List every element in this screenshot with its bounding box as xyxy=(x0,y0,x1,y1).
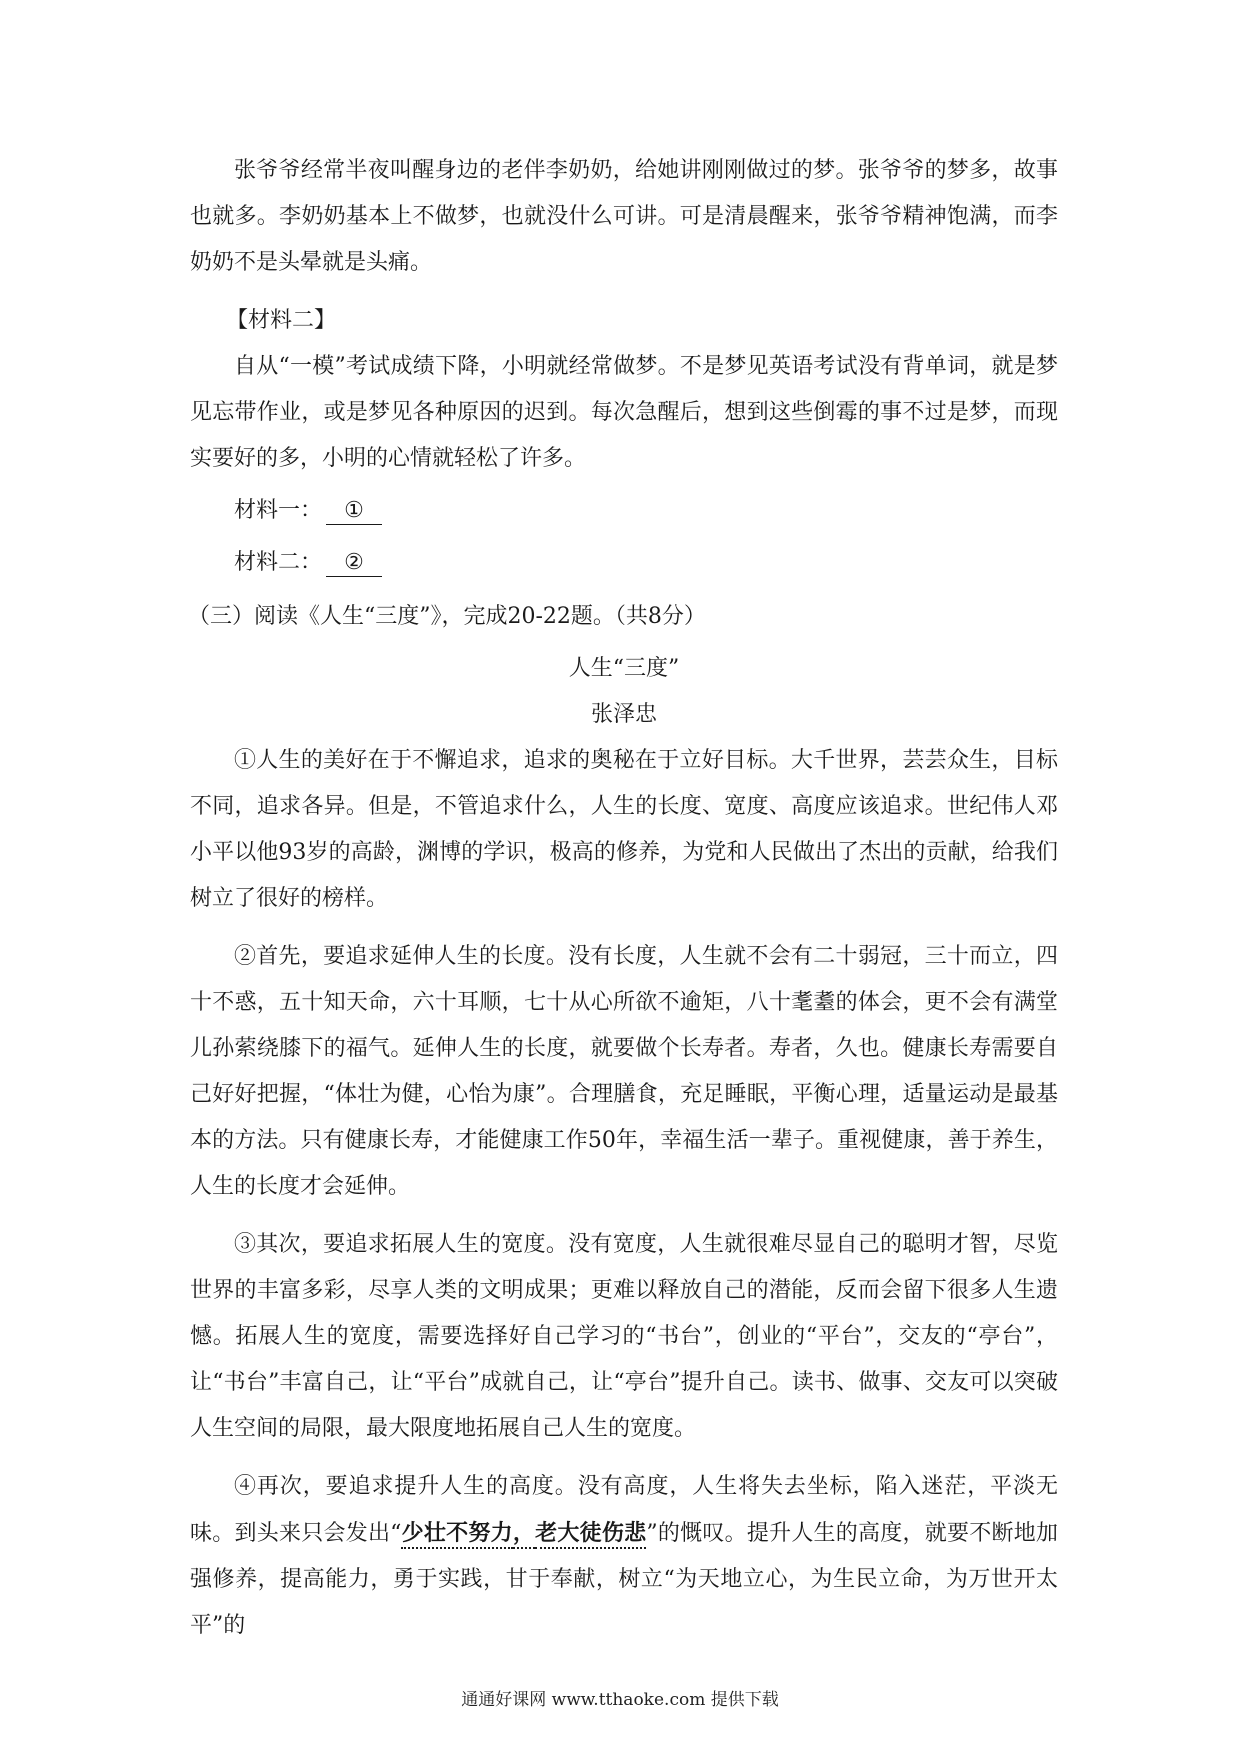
article-paragraph-1: ①人生的美好在于不懈追求，追求的奥秘在于立好目标。大千世界，芸芸众生，目标不同，追求各异。但是，不管追求什么，人生的长度、宽度、高度应该追求。世纪伟人邓小平以他93岁的高龄，渊博的学识，极高的修养，为党和人民做出了杰出的贡献，给我们树立了很好的榜样。 xyxy=(190,748,1058,911)
page-footer: 通通好课网 www.tthaoke.com 提供下载 xyxy=(461,1690,779,1710)
material2-heading: 【材料二】 xyxy=(226,308,337,333)
article-paragraph-3: ③其次，要追求拓展人生的宽度。没有宽度，人生就很难尽显自己的聪明才智，尽览世界的丰富多彩，尽享人类的文明成果；更难以释放自己的潜能，反而会留下很多人生遗憾。拓展人生的宽度，需要选择好自己学习的“书台”，创业的“平台”，交友的“亭台”，让“书台”丰富自己，让“平台”成就自己，让“亭台”提升自己。读书、做事、交友可以突破人生空间的局限，最大限度地拓展自己人生的宽度。 xyxy=(190,1232,1058,1441)
answer-line-1 xyxy=(190,488,1058,534)
material1-paragraph: 张爷爷经常半夜叫醒身边的老伴李奶奶，给她讲刚刚做过的梦。张爷爷的梦多，故事也就多。李奶奶基本上不做梦，也就没什么可讲。可是清晨醒来，张爷爷精神饱满，而李奶奶不是头晕就是头痛。 xyxy=(190,158,1058,275)
section-instruction: （三）阅读《人生“三度”》，完成20-22题。（共8分） xyxy=(188,604,706,629)
answer-label-2: 材料二： xyxy=(234,550,323,575)
emphasized-phrase-1: 少壮不努力 xyxy=(401,1520,512,1549)
article-author: 张泽忠 xyxy=(590,702,657,727)
article-title: 人生“三度” xyxy=(568,656,680,681)
material2-paragraph: 自从“一模”考试成绩下降，小明就经常做梦。不是梦见英语考试没有背单词，就是梦见忘带作业，或是梦见各种原因的迟到。每次急醒后，想到这些倒霉的事不过是梦，而现实要好的多，小明的心情就轻松了许多。 xyxy=(190,354,1058,471)
emphasized-comma: ， xyxy=(513,1520,535,1549)
answer-line-2 xyxy=(190,540,1058,586)
paragraph-4-text-start: ④再次，要追求提升人生的高度。没有高度，人生将失去坐标，陷入迷茫，平淡无味。到头来只会发出“ xyxy=(190,1474,1058,1546)
answer-label-1: 材料一： xyxy=(234,498,323,523)
document-content xyxy=(190,148,1058,1649)
answer-blank-2[interactable]: ② xyxy=(326,550,382,577)
article-paragraph-4 xyxy=(190,1464,1058,1649)
article-paragraph-2: ②首先，要追求延伸人生的长度。没有长度，人生就不会有二十弱冠，三十而立，四十不惑，五十知天命，六十耳顺，七十从心所欲不逾矩，八十耄耋的体会，更不会有满堂儿孙萦绕膝下的福气。延伸人生的长度，就要做个长寿者。寿者，久也。健康长寿需要自己好好把握，“体壮为健，心怡为康”。合理膳食，充足睡眠，平衡心理，适量运动是最基本的方法。只有健康长寿，才能健康工作50年，幸福生活一辈子。重视健康，善于养生，人生的长度才会延伸。 xyxy=(190,944,1058,1199)
paragraph-4-text-end: ”的慨叹。提升人生的高度，就要不断地加强修养，提高能力，勇于实践，甘于奉献，树立“为天地立心，为生民立命，为万世开太平”的 xyxy=(190,1521,1058,1638)
answer-blank-1[interactable]: ① xyxy=(326,498,382,525)
emphasized-phrase-2: 老大徒伤悲 xyxy=(535,1520,646,1549)
